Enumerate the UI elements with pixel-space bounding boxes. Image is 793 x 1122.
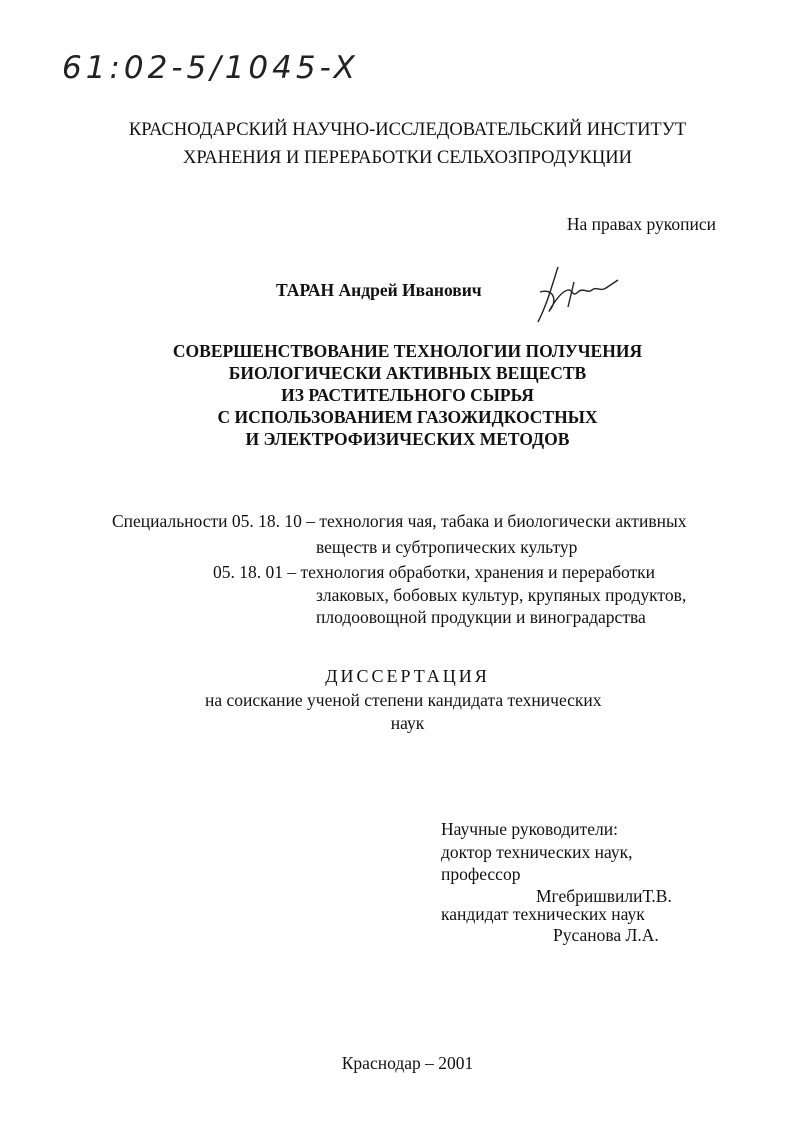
title-line: БИОЛОГИЧЕСКИ АКТИВНЫХ ВЕЩЕСТВ: [228, 363, 587, 383]
degree-line: на соискание ученой степени кандидата технических: [205, 690, 602, 710]
specialty-line: Специальности 05. 18. 10 – технология чая, табака и биологически активных: [112, 511, 687, 531]
title-line: ИЗ РАСТИТЕЛЬНОГО СЫРЬЯ: [281, 385, 534, 405]
supervisor-title: кандидат технических наук: [441, 904, 645, 924]
author-name: ТАРАН Андрей Иванович: [276, 280, 482, 300]
specialty-line: плодоовощной продукции и виноградарства: [316, 607, 646, 627]
specialty-line: 05. 18. 01 – технология обработки, хранения и переработки: [213, 562, 656, 582]
supervisor-name: Русанова Л.А.: [553, 925, 659, 945]
title-line: СОВЕРШЕНСТВОВАНИЕ ТЕХНОЛОГИИ ПОЛУЧЕНИЯ: [172, 341, 643, 361]
archive-number-handwritten: 61:02-5/1045-X: [62, 50, 359, 86]
supervisor-title: профессор: [441, 864, 521, 884]
specialty-line: злаковых, бобовых культур, крупяных продуктов,: [316, 585, 687, 605]
author-signature: [528, 262, 623, 328]
institution-line-2: ХРАНЕНИЯ И ПЕРЕРАБОТКИ СЕЛЬХОЗПРОДУКЦИИ: [183, 148, 632, 168]
title-line: С ИСПОЛЬЗОВАНИЕМ ГАЗОЖИДКОСТНЫХ: [217, 407, 598, 427]
degree-line: наук: [390, 713, 425, 733]
supervisor-name: МгебришвилиТ.В.: [536, 886, 672, 906]
document-type: ДИССЕРТАЦИЯ: [325, 666, 490, 686]
place-year: Краснодар – 2001: [341, 1053, 474, 1073]
supervisors-label: Научные руководители:: [441, 819, 618, 839]
manuscript-note: На правах рукописи: [566, 214, 716, 234]
title-line: И ЭЛЕКТРОФИЗИЧЕСКИХ МЕТОДОВ: [245, 429, 570, 449]
supervisor-title: доктор технических наук,: [441, 842, 633, 862]
specialty-line: веществ и субтропических культур: [316, 537, 578, 557]
institution-line-1: КРАСНОДАРСКИЙ НАУЧНО-ИССЛЕДОВАТЕЛЬСКИЙ ИНСТИТУТ: [128, 120, 687, 140]
